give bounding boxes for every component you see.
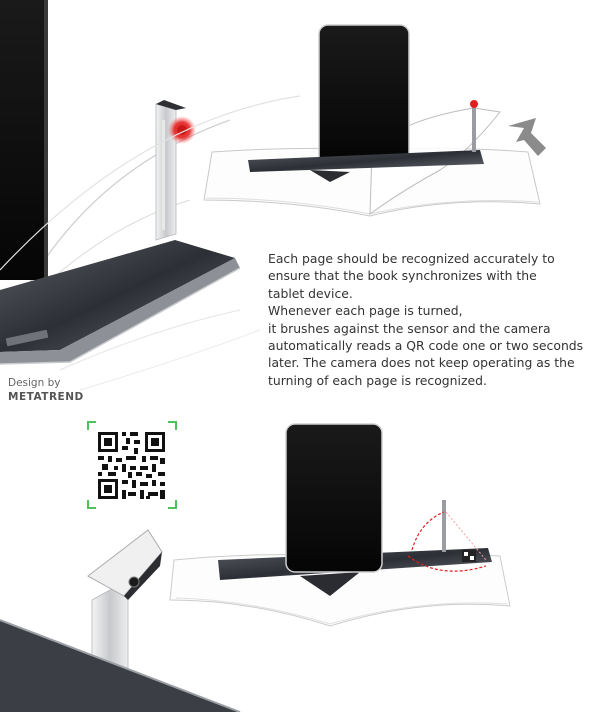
description-line: Each page should be recognized accurately to: [268, 251, 555, 266]
description-line: it brushes against the sensor and the camera: [268, 320, 551, 336]
qr-code: [98, 432, 165, 499]
description-text: [268, 250, 598, 389]
credit-brand: METATREND: [8, 391, 84, 403]
description-line: ensure that the book synchronizes with the: [268, 268, 537, 284]
credit-label: Design by: [8, 377, 61, 389]
design-credit: [8, 376, 84, 404]
description-line: Whenever each page is turned,: [268, 303, 463, 319]
description-line: tablet device.: [268, 285, 353, 301]
description-line: turning of each page is recognized.: [268, 372, 487, 388]
device-view-top: [0, 25, 546, 270]
device-view-bottom: [170, 424, 510, 626]
description-line: later. The camera does not keep operating as the: [268, 355, 575, 371]
description-line: automatically reads a QR code one or two seconds: [268, 338, 584, 354]
